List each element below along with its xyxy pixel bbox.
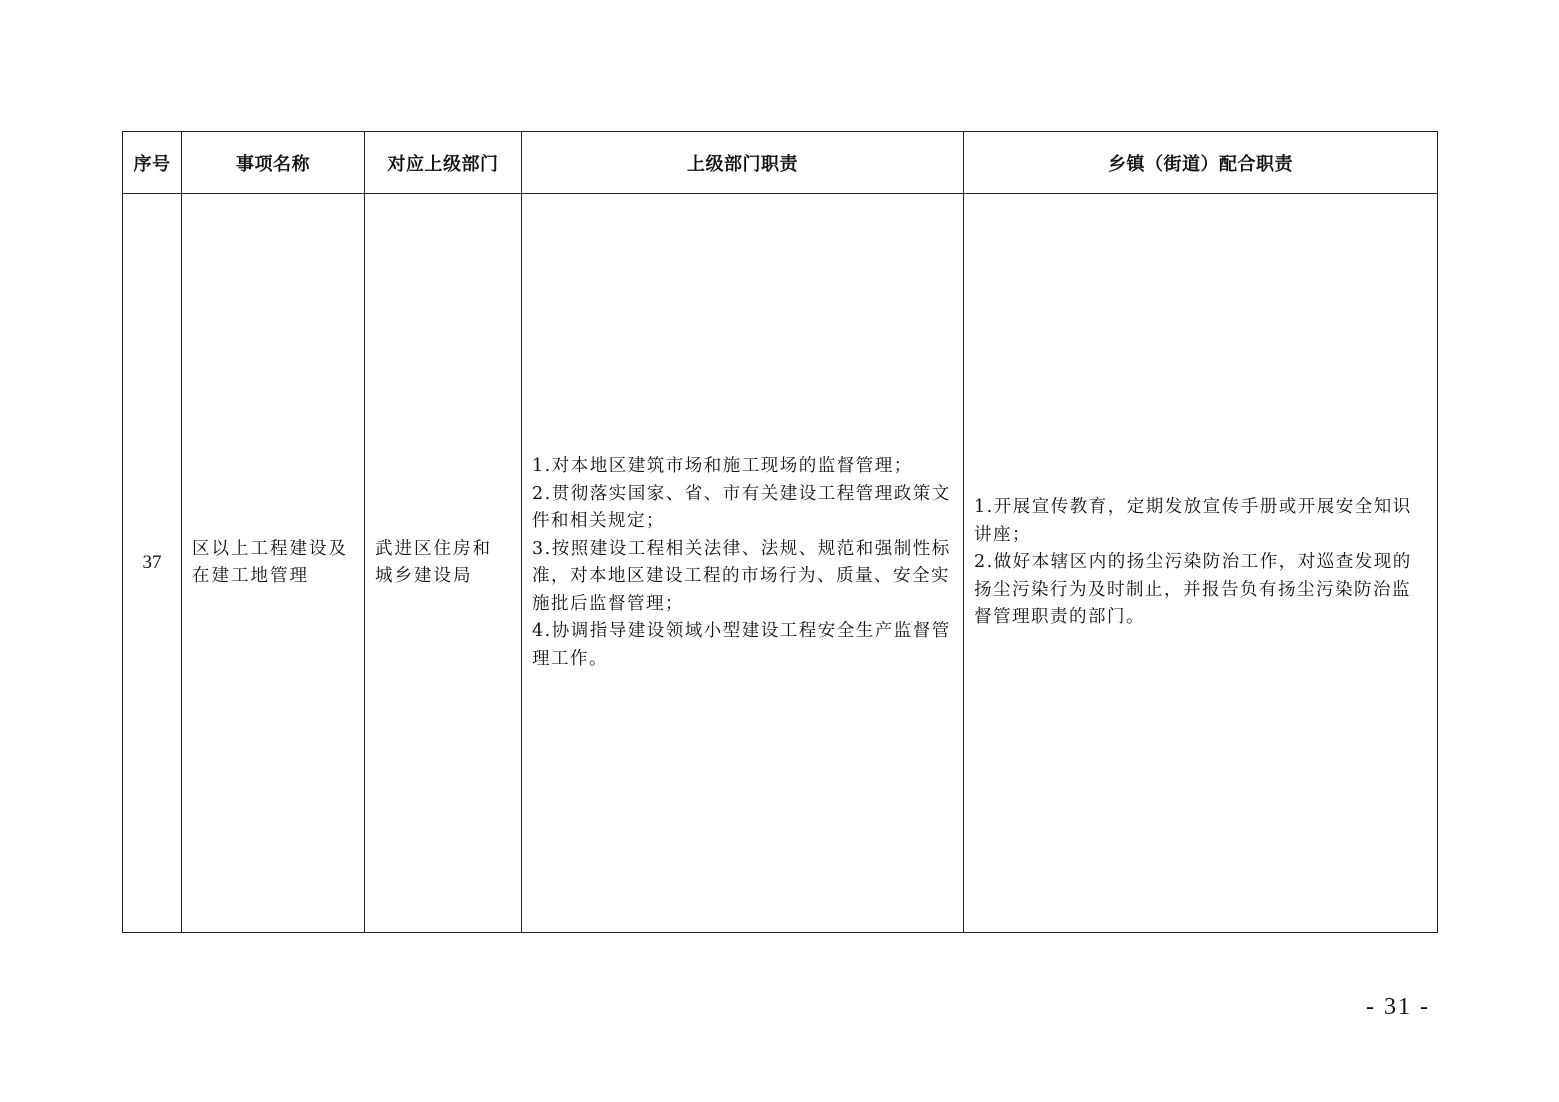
cell-township-duties [964,194,1438,933]
cell-seq: 37 [123,194,182,933]
superior-duty-1: 1.对本地区建筑市场和施工现场的监督管理； [532,456,913,476]
cell-department: 武进区住房和城乡建设局 [365,194,522,933]
header-superior-duties: 上级部门职责 [522,132,964,194]
table-row [123,194,1438,933]
page-number: - 31 - [1366,994,1430,1020]
superior-duty-2: 2.贯彻落实国家、省、市有关建设工程管理政策文件和相关规定； [532,483,951,531]
superior-duty-4: 4.协调指导建设领域小型建设工程安全生产监督管理工作。 [532,621,951,669]
header-township-duties: 乡镇（街道）配合职责 [964,132,1438,194]
township-duty-2: 2.做好本辖区内的扬尘污染防治工作，对巡查发现的扬尘污染行为及时制止，并报告负有扬尘污染防治监督管理职责的部门。 [974,552,1412,628]
duty-table [122,131,1438,933]
cell-superior-duties [522,194,964,933]
township-duty-1: 1.开展宣传教育，定期发放宣传手册或开展安全知识讲座； [974,497,1412,545]
header-department: 对应上级部门 [365,132,522,194]
header-item-name: 事项名称 [182,132,365,194]
superior-duty-3: 3.按照建设工程相关法律、法规、规范和强制性标准，对本地区建设工程的市场行为、质量、安全实施批后监督管理； [532,538,951,614]
header-seq: 序号 [123,132,182,194]
cell-item-name: 区以上工程建设及在建工地管理 [182,194,365,933]
table-header-row [123,132,1438,194]
